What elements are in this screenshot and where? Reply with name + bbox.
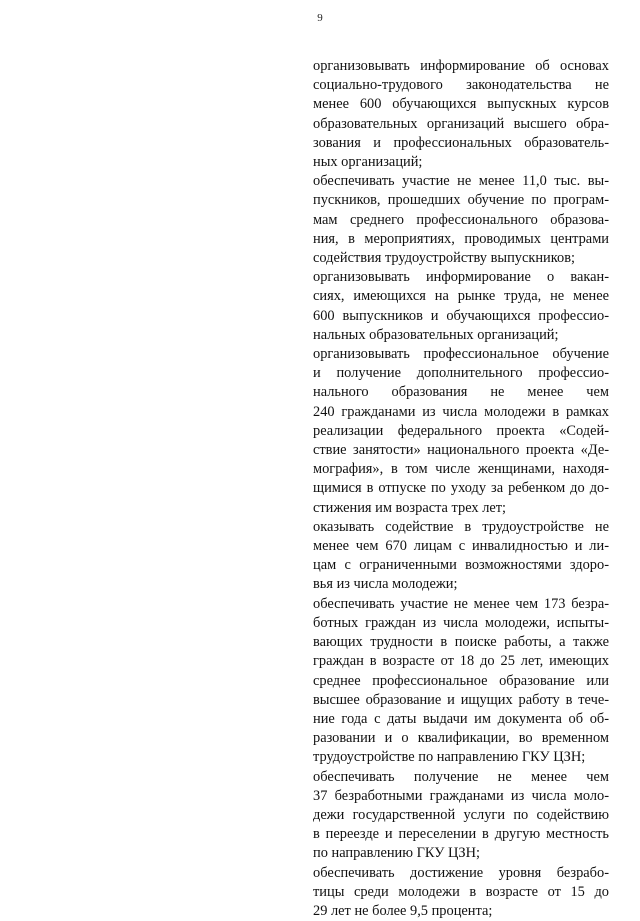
paragraph xyxy=(313,595,609,768)
text-line: стижения им возраста трех лет; xyxy=(313,499,507,516)
text-line: вья из числа молодежи; xyxy=(313,576,458,593)
text-line: тицы среди молодежи в возрасте от 15 до xyxy=(313,883,609,900)
text-line: организовывать информирование об основах xyxy=(313,58,609,74)
text-line: дежи государственной услуги по содействию xyxy=(313,806,609,823)
text-line: 600 выпускников и обучающихся профессио- xyxy=(313,307,609,324)
text-line: обеспечивать получение не менее чем xyxy=(313,768,609,785)
paragraph xyxy=(313,172,609,268)
text-line: сиях, имеющихся на рынке труда, не менее xyxy=(313,288,609,305)
text-line: мам среднего профессионального образова- xyxy=(313,211,609,228)
text-line: 37 безработными гражданами из числа моло- xyxy=(313,787,609,804)
paragraph xyxy=(313,768,609,864)
text-line: обеспечивать участие не менее 11,0 тыс. вы- xyxy=(313,173,609,190)
text-line: оказывать содействие в трудоустройстве не xyxy=(313,518,609,535)
text-line: менее чем 670 лицам с инвалидностью и ли- xyxy=(313,538,609,555)
text-line: организовывать информирование о вакан- xyxy=(313,269,609,286)
paragraph xyxy=(313,864,609,921)
text-line: в переезде и переселении в другую местность xyxy=(313,826,609,843)
document-body xyxy=(313,57,609,921)
text-line: цам с ограниченными возможностями здоро- xyxy=(313,557,609,574)
text-line: менее 600 обучающихся выпускных курсов xyxy=(313,96,609,113)
text-line: мография», в том числе женщинами, находя- xyxy=(313,461,609,478)
text-line: ных организаций; xyxy=(313,154,423,171)
text-line: 240 гражданами из числа молодежи в рамках xyxy=(313,403,609,420)
paragraph xyxy=(313,345,609,518)
text-line: обеспечивать участие не менее чем 173 безра- xyxy=(313,595,609,612)
text-line: нального образования не менее чем xyxy=(313,384,609,401)
text-line: высшее образование и ищущих работу в тече- xyxy=(313,691,609,708)
text-line: ния, в мероприятиях, проводимых центрами xyxy=(313,230,609,247)
paragraph xyxy=(313,518,609,595)
text-line: содействия трудоустройству выпускников; xyxy=(313,250,575,267)
text-line: организовывать профессиональное обучение xyxy=(313,346,609,363)
text-line: зования и профессиональных образователь- xyxy=(313,134,609,151)
text-line: ботных граждан из числа молодежи, испыты- xyxy=(313,614,609,631)
text-line: социально-трудового законодательства не xyxy=(313,77,609,94)
text-line: и получение дополнительного профессио- xyxy=(313,365,609,382)
text-line: граждан в возрасте от 18 до 25 лет, имеющих xyxy=(313,653,609,670)
text-line: образовательных организаций высшего обра- xyxy=(313,115,609,132)
page-number: 9 xyxy=(317,12,323,24)
text-line: разовании и о квалификации, во временном xyxy=(313,730,609,747)
text-line: ние года с даты выдачи им документа об об- xyxy=(313,710,609,727)
text-line: обеспечивать достижение уровня безрабо- xyxy=(313,864,609,881)
text-line: вающих трудности в поиске работы, а также xyxy=(313,634,609,651)
text-line: щимися в отпуске по уходу за ребенком до до- xyxy=(313,480,609,497)
text-line: 29 лет не более 9,5 процента; xyxy=(313,902,493,919)
text-line: реализации федерального проекта «Содей- xyxy=(313,422,609,439)
text-line: трудоустройстве по направлению ГКУ ЦЗН; xyxy=(313,749,586,766)
text-line: среднее профессиональное образование или xyxy=(313,672,609,689)
text-line: ствие занятости» национального проекта «Де- xyxy=(313,442,609,459)
text-line: по направлению ГКУ ЦЗН; xyxy=(313,845,481,862)
paragraph xyxy=(313,57,609,172)
text-line: пускников, прошедших обучение по програм- xyxy=(313,192,609,209)
text-line: нальных образовательных организаций; xyxy=(313,326,559,343)
paragraph xyxy=(313,268,609,345)
